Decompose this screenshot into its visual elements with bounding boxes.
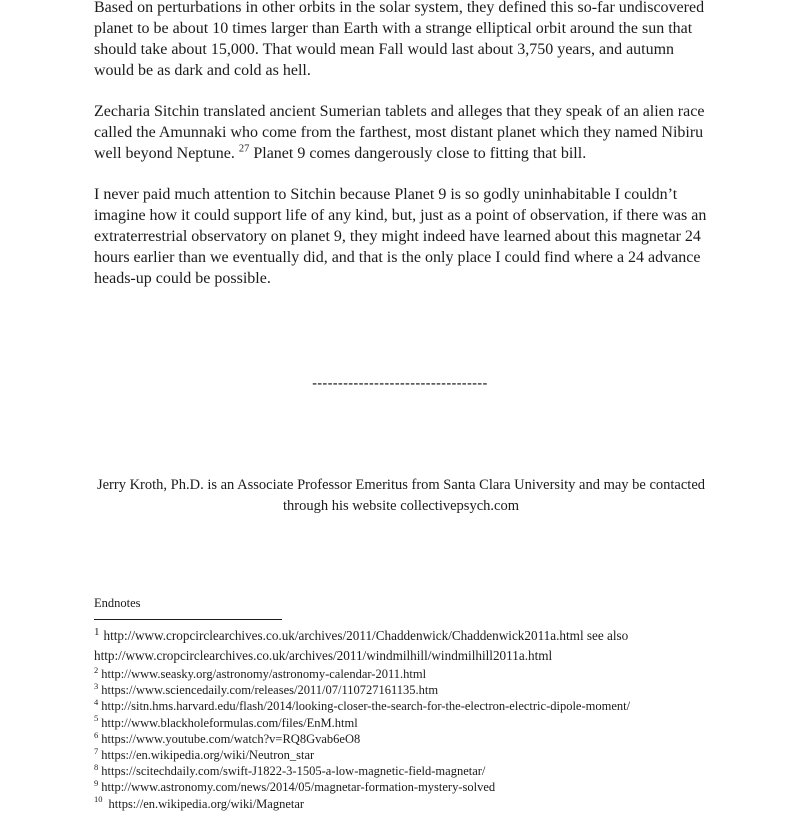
endnote-6	[94, 731, 708, 747]
paragraph-2-text-before: Zecharia Sitchin translated ancient Sumerian tablets and alleges that they speak of an alien race called the Amunnaki who come from the farthest, most distant planet which they named Nibiru well beyond Neptune.	[94, 103, 705, 162]
endnote-2-number: 2	[94, 664, 99, 675]
body-paragraph-1: Based on perturbations in other orbits in the solar system, they defined this so-far undiscovered planet to be about 10 times larger than Earth with a strange elliptical orbit around the sun that should take about 15,000. That would mean Fall would last about 3,750 years, and autumn would be as dark and cold as hell.	[94, 0, 705, 79]
endnote-8-url: https://scitechdaily.com/swift-J1822-3-1505-a-low-magnetic-field-magnetar/	[101, 764, 486, 779]
endnotes-heading: Endnotes	[94, 596, 141, 610]
endnote-10-url: https://en.wikipedia.org/wiki/Magnetar	[108, 796, 305, 811]
endnote-7	[94, 747, 708, 763]
endnote-3	[94, 682, 708, 698]
article-body	[94, 0, 708, 309]
endnote-8-number: 8	[94, 762, 99, 773]
endnote-4	[94, 698, 708, 714]
author-bio: Jerry Kroth, Ph.D. is an Associate Professor Emeritus from Santa Clara University and may be contacted through his website collectivepsych.com	[96, 477, 706, 514]
endnote-7-number: 7	[94, 745, 99, 756]
endnote-5-number: 5	[94, 713, 99, 724]
endnote-6-number: 6	[94, 729, 99, 740]
endnote-10-number: 10	[94, 794, 103, 805]
endnote-9-url: http://www.astronomy.com/news/2014/05/magnetar-formation-mystery-solved	[101, 780, 496, 795]
endnote-9-number: 9	[94, 778, 99, 789]
endnote-4-url: http://sitn.hms.harvard.edu/flash/2014/looking-closer-the-search-for-the-electron-electric-dipole-moment/	[101, 699, 631, 714]
endnotes-section	[94, 596, 708, 812]
endnote-4-number: 4	[94, 697, 99, 708]
endnote-6-url: https://www.youtube.com/watch?v=RQ8Gvab6eO8	[101, 731, 361, 746]
endnote-1	[94, 626, 708, 666]
body-paragraph-3: I never paid much attention to Sitchin because Planet 9 is so godly uninhabitable I couldn’t imagine how it could support life of any kind, but, just as a point of observation, if there was an extraterrestrial observatory on planet 9, they might indeed have learned about this magnetar 24 hours earlier than we eventually did, and that is the only place I could find where a 24 advance heads-up could be possible.	[94, 186, 707, 287]
body-paragraph-2	[94, 101, 708, 164]
endnote-1-number: 1	[94, 625, 100, 638]
footnote-reference-27: 27	[238, 143, 250, 155]
endnote-5-url: http://www.blackholeformulas.com/files/EnM.html	[101, 715, 358, 730]
endnote-1-url: http://www.cropcirclearchives.co.uk/archives/2011/Chaddenwick/Chaddenwick2011a.html see also http://www.cropcirclearchives.co.uk/archives/2011/windmilhill/windmilhill2011a.html	[94, 628, 629, 663]
paragraph-2-text-after: Planet 9 comes dangerously close to fitting that bill.	[249, 145, 587, 162]
endnote-2	[94, 666, 708, 682]
endnote-3-number: 3	[94, 681, 99, 692]
section-divider: ----------------------------------	[312, 376, 488, 391]
endnote-10	[94, 796, 708, 812]
endnote-8	[94, 763, 708, 779]
endnote-7-url: https://en.wikipedia.org/wiki/Neutron_star	[101, 748, 315, 763]
endnote-2-url: http://www.seasky.org/astronomy/astronomy-calendar-2011.html	[101, 667, 427, 681]
endnotes-separator-line	[94, 619, 282, 620]
endnote-3-url: https://www.sciencedaily.com/releases/2011/07/110727161135.htm	[101, 683, 439, 698]
endnote-5	[94, 715, 708, 731]
endnote-9	[94, 779, 708, 795]
